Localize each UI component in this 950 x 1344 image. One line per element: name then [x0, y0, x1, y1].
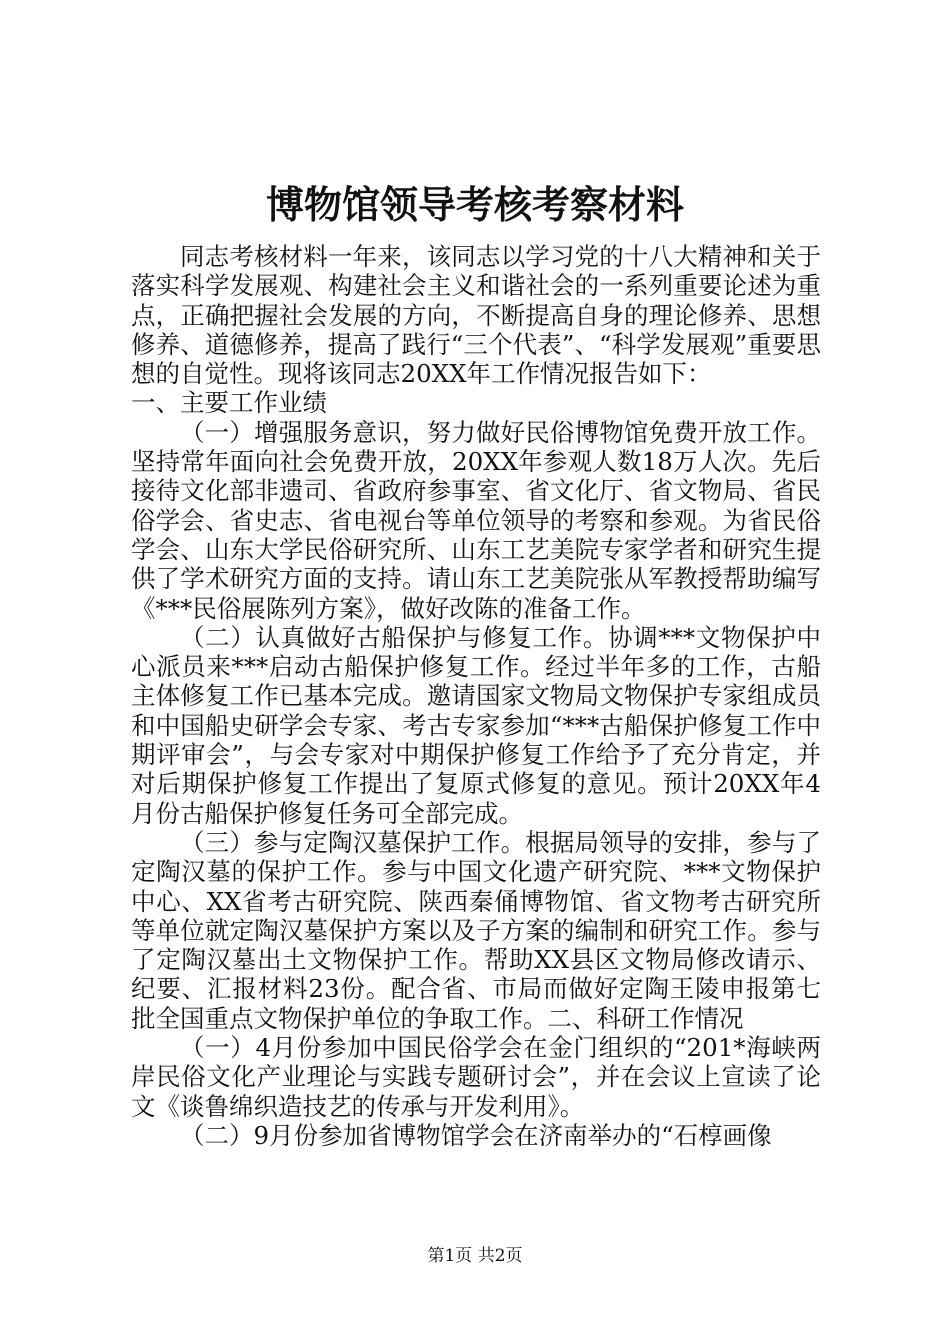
document-body: [131, 242, 821, 1150]
paragraph-item-1: （一）增强服务意识，努力做好民俗博物馆免费开放工作。坚持常年面向社会免费开放，20XX年参观人数18万人次。先后接待文化部非遗司、省政府参事室、省文化厅、省文物局、省民俗学会、省史志、省电视台等单位领导的考察和参观。为省民俗学会、山东大学民俗研究所、山东工艺美院专家学者和研究生提供了学术研究方面的支持。请山东工艺美院张从军教授帮助编写《***民俗展陈列方案》，做好改陈的准备工作。: [131, 417, 821, 623]
paragraph-intro: 同志考核材料一年来，该同志以学习党的十八大精神和关于落实科学发展观、构建社会主义和谐社会的一系列重要论述为重点，正确把握社会发展的方向，不断提高自身的理论修养、思想修养、道德修养，提高了践行“三个代表”、“科学发展观”重要思想的自觉性。现将该同志20XX年工作情况报告如下：: [131, 242, 821, 389]
section-heading-main-achievements: 一、主要工作业绩: [131, 388, 327, 418]
paragraph-item-2: （二）认真做好古船保护与修复工作。协调***文物保护中心派员来***启动古船保护修复工作。经过半年多的工作，古船主体修复工作已基本完成。邀请国家文物局文物保护专家组成员和中国船史研学会专家、考古专家参加“***古船保护修复工作中期评审会”，与会专家对中期保护修复工作给予了充分肯定，并对后期保护修复工作提出了复原式修复的意见。预计20XX年4月份古船保护修复任务可全部完成。: [131, 622, 821, 828]
paragraph-research-2: （二）9月份参加省博物馆学会在济南举办的“石椁画像: [180, 1120, 772, 1150]
paragraph-item-3: （三）参与定陶汉墓保护工作。根据局领导的安排，参与了定陶汉墓的保护工作。参与中国文化遗产研究院、***文物保护中心、XX省考古研究院、陕西秦俑博物馆、省文物考古研究所等单位就定陶汉墓保护方案以及子方案的编制和研究工作。参与了定陶汉墓出土文物保护工作。帮助XX县区文物局修改请示、纪要、汇报材料23份。配合省、市局而做好定陶王陵申报第七批全国重点文物保护单位的争取工作。二、科研工作情况: [131, 827, 821, 1033]
page-number: 第1页 共2页: [427, 1246, 523, 1266]
paragraph-research-1: （一）4月份参加中国民俗学会在金门组织的“201*海峡两岸民俗文化产业理论与实践专题研讨会”，并在会议上宣读了论文《谈鲁绵织造技艺的传承与开发利用》。: [131, 1033, 821, 1121]
document-title: 博物馆领导考核考察材料: [265, 182, 684, 227]
